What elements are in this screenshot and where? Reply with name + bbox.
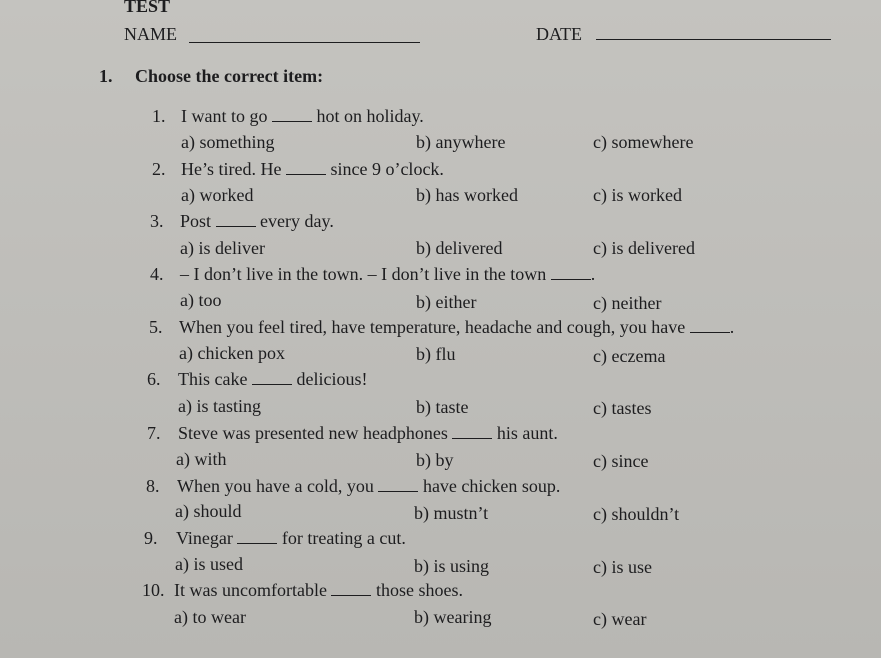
option-a[interactable]: a) with — [176, 449, 227, 469]
question-number: 1. — [152, 106, 166, 126]
question-text — [180, 264, 595, 284]
question-text — [181, 159, 444, 179]
answer-blank[interactable] — [252, 370, 292, 385]
option-a[interactable]: a) is deliver — [180, 238, 265, 258]
option-a[interactable]: a) is tasting — [178, 396, 261, 416]
option-a[interactable]: a) chicken pox — [179, 343, 285, 363]
question-stem-end: every day. — [260, 211, 334, 231]
question-number: 8. — [146, 476, 160, 496]
answer-blank[interactable] — [216, 212, 256, 227]
answer-blank[interactable] — [286, 160, 326, 175]
question-number: 5. — [149, 317, 163, 337]
option-a[interactable]: a) worked — [181, 185, 254, 205]
option-b[interactable]: b) mustn’t — [414, 503, 489, 523]
date-label: DATE — [536, 24, 582, 44]
name-field-line[interactable] — [189, 42, 420, 43]
option-a[interactable]: a) something — [181, 132, 275, 152]
question-stem-end: . — [729, 317, 735, 337]
option-c[interactable]: c) wear — [593, 609, 647, 629]
question-number: 10. — [142, 580, 165, 600]
option-c[interactable]: c) shouldn’t — [593, 504, 680, 524]
question-stem-end: for treating a cut. — [281, 528, 406, 548]
question-text — [176, 528, 406, 548]
question-text — [179, 317, 734, 337]
question-stem: I want to go — [181, 106, 268, 126]
test-title: TEST — [124, 0, 171, 16]
question-stem: This cake — [178, 369, 248, 389]
option-b[interactable]: b) anywhere — [416, 132, 506, 152]
question-number: 7. — [147, 423, 161, 443]
option-c[interactable]: c) is use — [593, 557, 652, 577]
section-instruction: Choose the correct item: — [135, 66, 324, 86]
option-c[interactable]: c) somewhere — [593, 132, 694, 152]
option-c[interactable]: c) tastes — [593, 398, 652, 418]
question-stem: It was uncomfortable — [174, 580, 327, 600]
option-a[interactable]: a) should — [175, 501, 242, 521]
question-text — [177, 476, 560, 496]
question-number: 3. — [150, 211, 164, 231]
option-b[interactable]: b) by — [416, 450, 454, 470]
question-stem: Post — [180, 211, 212, 231]
option-b[interactable]: b) flu — [416, 344, 456, 364]
question-number: 4. — [150, 264, 164, 284]
answer-blank[interactable] — [551, 265, 591, 280]
option-b[interactable]: b) taste — [416, 397, 469, 417]
question-text — [178, 369, 367, 389]
question-stem: When you have a cold, you — [177, 476, 374, 496]
question-text — [178, 423, 558, 443]
question-stem: – I don’t live in the town. – I don’t live in the town — [180, 264, 547, 284]
date-field-line[interactable] — [596, 39, 831, 40]
question-stem-end: delicious! — [296, 369, 368, 389]
name-label: NAME — [124, 24, 177, 44]
question-stem: Vinegar — [176, 528, 233, 548]
option-a[interactable]: a) to wear — [174, 607, 246, 627]
section-number: 1. — [99, 66, 113, 86]
question-number: 6. — [147, 369, 161, 389]
answer-blank[interactable] — [452, 424, 492, 439]
question-stem-end: since 9 o’clock. — [330, 159, 444, 179]
answer-blank[interactable] — [331, 581, 371, 596]
option-b[interactable]: b) delivered — [416, 238, 503, 258]
question-stem-end: hot on holiday. — [316, 106, 424, 126]
answer-blank[interactable] — [690, 318, 730, 333]
question-stem-end: his aunt. — [496, 423, 558, 443]
option-b[interactable]: b) is using — [414, 556, 490, 576]
option-c[interactable]: c) eczema — [593, 346, 666, 366]
answer-blank[interactable] — [272, 107, 312, 122]
question-stem: Steve was presented new headphones — [178, 423, 448, 443]
option-c[interactable]: c) is delivered — [593, 238, 695, 258]
question-number: 2. — [152, 159, 166, 179]
option-c[interactable]: c) since — [593, 451, 649, 471]
question-stem: When you feel tired, have temperature, headache and cough, you have — [179, 317, 686, 337]
option-b[interactable]: b) either — [416, 292, 477, 312]
option-c[interactable]: c) neither — [593, 293, 662, 313]
option-c[interactable]: c) is worked — [593, 185, 682, 205]
question-stem-end: . — [590, 264, 596, 284]
answer-blank[interactable] — [378, 477, 418, 492]
option-a[interactable]: a) too — [180, 290, 222, 310]
question-stem-end: those shoes. — [375, 580, 463, 600]
answer-blank[interactable] — [237, 529, 277, 544]
question-stem: He’s tired. He — [181, 159, 282, 179]
option-b[interactable]: b) wearing — [414, 607, 492, 627]
question-text — [181, 106, 424, 126]
option-a[interactable]: a) is used — [175, 554, 243, 574]
option-b[interactable]: b) has worked — [416, 185, 518, 205]
question-number: 9. — [144, 528, 158, 548]
question-text — [180, 211, 334, 231]
question-stem-end: have chicken soup. — [422, 476, 561, 496]
question-text — [174, 580, 463, 600]
